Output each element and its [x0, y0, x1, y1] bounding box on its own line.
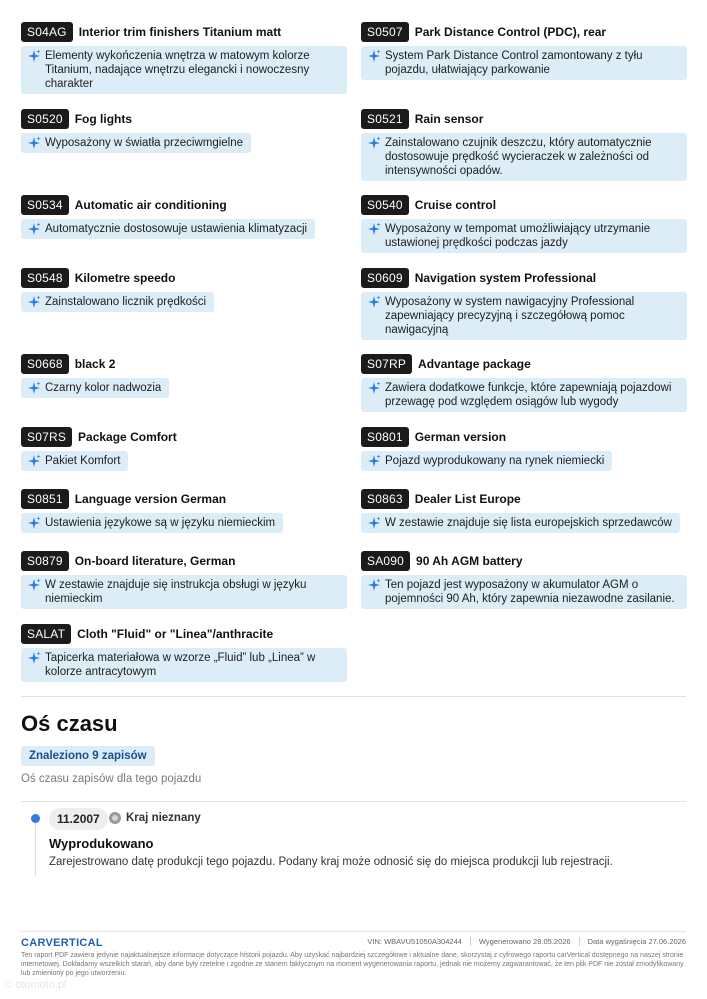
- footer-meta: [367, 937, 686, 946]
- option-description-box: [361, 292, 687, 340]
- option-title: Park Distance Control (PDC), rear: [414, 25, 607, 39]
- globe-icon: [109, 812, 121, 824]
- option-description-box: [21, 46, 347, 94]
- option-code: SA090: [361, 551, 410, 571]
- sparkle-icon: [27, 295, 41, 309]
- option-description-box: [361, 219, 687, 253]
- option-description-box: [21, 648, 347, 682]
- option-code: S0668: [21, 354, 69, 374]
- option-title: black 2: [74, 357, 116, 371]
- option-code: S07RS: [21, 427, 72, 447]
- option-title: Cloth "Fluid" or "Linea"/anthracite: [77, 627, 274, 641]
- option-description: System Park Distance Control zamontowany z tyłu pojazdu, ułatwiający parkowanie: [385, 50, 643, 76]
- sparkle-icon: [367, 136, 381, 150]
- option-description-box: [21, 292, 214, 312]
- option-code: S0879: [21, 551, 69, 571]
- option-code: S0801: [361, 427, 409, 447]
- option-title: 90 Ah AGM battery: [416, 554, 523, 568]
- sparkle-icon: [27, 454, 41, 468]
- option-title: Fog lights: [74, 112, 133, 126]
- option-description: W zestawie znajduje się instrukcja obsługi w języku niemieckim: [45, 579, 307, 605]
- sparkle-icon: [27, 136, 41, 150]
- option-description: Zainstalowano licznik prędkości: [45, 296, 207, 308]
- option-description: Pakiet Komfort: [45, 455, 121, 467]
- option-title: Navigation system Professional: [414, 271, 597, 285]
- option-header: [361, 109, 687, 129]
- option-description-box: [361, 46, 687, 80]
- timeline-country: [109, 812, 201, 824]
- option-header: [21, 22, 347, 42]
- sparkle-icon: [27, 381, 41, 395]
- timeline-event-title: Wyprodukowano: [49, 836, 154, 851]
- sparkle-icon: [367, 49, 381, 63]
- sparkle-icon: [367, 295, 381, 309]
- option-description: Zawiera dodatkowe funkcje, które zapewniają pojazdowi przewagę pod względem osiągów lub wygody: [385, 382, 672, 408]
- equipment-option: [21, 551, 347, 609]
- sparkle-icon: [367, 578, 381, 592]
- option-description: Elementy wykończenia wnętrza w matowym kolorze Titanium, nadające wnętrzu elegancki i nowoczesny charakter: [45, 50, 310, 90]
- option-code: S0851: [21, 489, 69, 509]
- option-title: Cruise control: [414, 198, 497, 212]
- option-description-box: [21, 378, 169, 398]
- option-title: Automatic air conditioning: [74, 198, 227, 212]
- sparkle-icon: [367, 222, 381, 236]
- equipment-option: [361, 354, 687, 412]
- equipment-option: [361, 551, 687, 609]
- timeline-title: Oś czasu: [21, 711, 118, 736]
- section-divider: [21, 696, 686, 697]
- watermark: © otomoto.pl: [4, 979, 67, 991]
- sparkle-icon: [367, 454, 381, 468]
- equipment-option: [361, 489, 687, 535]
- option-description: Wyposażony w system nawigacyjny Professional zapewniający precyzyjną i szczegółową pomoc nawigacyjną: [385, 296, 635, 336]
- sparkle-icon: [27, 651, 41, 665]
- equipment-option: [361, 268, 687, 340]
- carvertical-logo: CARVERTICAL: [21, 937, 103, 949]
- option-code: SALAT: [21, 624, 71, 644]
- option-code: S0540: [361, 195, 409, 215]
- option-description: W zestawie znajduje się lista europejskich sprzedawców: [385, 517, 672, 529]
- footer-generated: Wygenerowano 28.05.2026: [470, 937, 579, 946]
- option-header: [21, 109, 347, 129]
- footer-expiry: Data wygaśnięcia 27.06.2026: [579, 937, 686, 946]
- option-header: [21, 427, 347, 447]
- equipment-option: [21, 195, 347, 241]
- option-header: [21, 551, 347, 571]
- sparkle-icon: [27, 49, 41, 63]
- option-title: Kilometre speedo: [74, 271, 176, 285]
- option-header: [21, 354, 347, 374]
- option-description: Czarny kolor nadwozia: [45, 382, 162, 394]
- option-description: Pojazd wyprodukowany na rynek niemiecki: [385, 455, 605, 467]
- timeline-line: [35, 818, 36, 876]
- option-title: German version: [414, 430, 507, 444]
- option-description-box: [361, 451, 612, 471]
- timeline-date-badge: 11.2007: [49, 808, 108, 830]
- option-description: Wyposażony w tempomat umożliwiający utrzymanie ustawionej prędkości podczas jazdy: [385, 223, 651, 249]
- option-code: S07RP: [361, 354, 412, 374]
- option-description-box: [21, 219, 315, 239]
- option-header: [21, 195, 347, 215]
- option-header: [361, 354, 687, 374]
- sparkle-icon: [27, 516, 41, 530]
- option-header: [361, 551, 687, 571]
- footer-divider: [21, 931, 686, 932]
- option-code: S0548: [21, 268, 69, 288]
- timeline-divider: [21, 801, 686, 802]
- option-title: On-board literature, German: [74, 554, 236, 568]
- equipment-option: [361, 427, 687, 473]
- option-code: S0534: [21, 195, 69, 215]
- option-description-box: [361, 133, 687, 181]
- timeline-event-description: Zarejestrowano datę produkcji tego pojazdu. Podany kraj może odnosić się do miejsca produkcji lub rejestracji.: [49, 856, 613, 868]
- footer-vin: VIN: WBAVU51050A304244: [367, 937, 462, 946]
- option-description-box: [361, 575, 687, 609]
- sparkle-icon: [27, 222, 41, 236]
- option-description-box: [21, 451, 128, 471]
- option-header: [21, 624, 347, 644]
- option-description: Wyposażony w światła przeciwmgielne: [45, 137, 244, 149]
- equipment-option: [21, 354, 347, 400]
- equipment-option: [21, 489, 347, 535]
- option-code: S0863: [361, 489, 409, 509]
- option-description: Ten pojazd jest wyposażony w akumulator AGM o pojemności 90 Ah, który zapewnia niezawodne zasilanie.: [385, 579, 675, 605]
- sparkle-icon: [367, 381, 381, 395]
- option-title: Interior trim finishers Titanium matt: [78, 25, 282, 39]
- option-header: [361, 489, 687, 509]
- option-description-box: [361, 513, 680, 533]
- option-code: S0521: [361, 109, 409, 129]
- option-title: Language version German: [74, 492, 227, 506]
- sparkle-icon: [367, 516, 381, 530]
- option-code: S0520: [21, 109, 69, 129]
- option-title: Package Comfort: [78, 430, 177, 444]
- option-header: [361, 268, 687, 288]
- option-description: Automatycznie dostosowuje ustawienia klimatyzacji: [45, 223, 308, 235]
- option-code: S0507: [361, 22, 409, 42]
- records-found-badge: Znaleziono 9 zapisów: [21, 746, 155, 766]
- option-description: Zainstalowano czujnik deszczu, który automatycznie dostosowuje prędkość wycieraczek w zależności od intensywności opadów.: [385, 137, 652, 177]
- option-header: [21, 489, 347, 509]
- option-code: S04AG: [21, 22, 73, 42]
- equipment-option: [21, 427, 347, 473]
- option-title: Dealer List Europe: [414, 492, 521, 506]
- option-header: [21, 268, 347, 288]
- option-description-box: [21, 575, 347, 609]
- equipment-option: [361, 22, 687, 80]
- equipment-option: [361, 109, 687, 181]
- option-code: S0609: [361, 268, 409, 288]
- sparkle-icon: [27, 578, 41, 592]
- option-header: [361, 195, 687, 215]
- timeline-subtitle: Oś czasu zapisów dla tego pojazdu: [21, 773, 202, 785]
- option-description-box: [21, 133, 251, 153]
- option-description-box: [21, 513, 283, 533]
- option-title: Rain sensor: [414, 112, 484, 126]
- option-description-box: [361, 378, 687, 412]
- option-description: Tapicerka materiałowa w wzorze „Fluid” lub „Linea” w kolorze antracytowym: [45, 652, 316, 678]
- timeline-country-label: Kraj nieznany: [126, 812, 201, 824]
- option-header: [361, 427, 687, 447]
- equipment-option: [361, 195, 687, 253]
- option-header: [361, 22, 687, 42]
- equipment-option: [21, 268, 347, 314]
- equipment-option: [21, 624, 347, 682]
- timeline-dot: [31, 814, 40, 823]
- equipment-option: [21, 109, 347, 155]
- equipment-option: [21, 22, 347, 94]
- footer-disclaimer: Ten raport PDF zawiera jedynie najaktualniejsze informacje dotyczące historii pojazdu. Aby uzyskać najbardziej szczegółowe i aktualne dane, skorzystaj z cyfrowego raportu carVertical dostępnego na naszej stronie internetowej. Dokładamy wszelkich starań, aby dane były rzetelne i zgodne ze stanem faktycznym na moment wygenerowania raportu, jednak nie możemy zagwarantować, że ten plik PDF nie został zmodyfikowany lub zmieniony po jego utworzeniu.: [21, 952, 684, 977]
- option-title: Advantage package: [418, 357, 531, 371]
- option-description: Ustawienia językowe są w języku niemieckim: [45, 517, 276, 529]
